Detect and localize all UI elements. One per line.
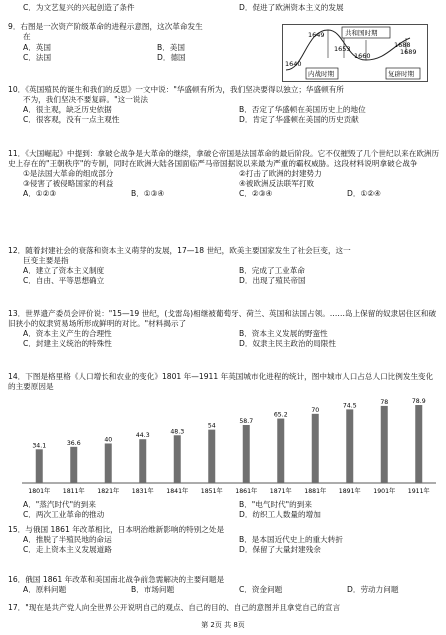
q10-option-d[interactable]: D．肯定了华盛顿在美国的历史贡献 bbox=[239, 115, 359, 125]
period-republic: 共和国时期 bbox=[345, 29, 378, 37]
bar-1801年 bbox=[36, 449, 43, 483]
q9-option-d[interactable]: D．德国 bbox=[157, 53, 186, 63]
bar-1811年 bbox=[70, 447, 77, 483]
bar-1851年 bbox=[208, 430, 215, 483]
question-12 bbox=[8, 246, 440, 286]
q8-option-c[interactable]: C．为文艺复兴的兴起创造了条件 bbox=[23, 3, 135, 12]
data-label-1821年: 40 bbox=[104, 436, 113, 444]
period-restoration: 复辟时期 bbox=[388, 70, 414, 78]
year-1649: 1649 bbox=[308, 31, 325, 39]
q12-option-a[interactable]: A．建立了资本主义制度 bbox=[23, 266, 105, 276]
q9-stem: 9．右图是一次资产阶级革命的进程示意图，这次革命发生 bbox=[8, 22, 203, 31]
data-label-1861年: 58.7 bbox=[239, 417, 254, 425]
q13-option-d[interactable]: D．奴隶主民主政治的局限性 bbox=[239, 339, 336, 349]
q15-option-a[interactable]: A．推脱了半殖民地的命运 bbox=[23, 535, 112, 545]
question-13 bbox=[8, 309, 440, 349]
urbanization-chart bbox=[8, 395, 440, 498]
q16-stem: 16．俄国 1861 年改革和美国南北战争前急需解决的主要问题是 bbox=[8, 575, 225, 584]
question-11 bbox=[8, 149, 440, 199]
q10-stem-cont: 不为，我们坚决不要复辟。"这一说法 bbox=[23, 95, 148, 105]
bar-1841年 bbox=[174, 435, 181, 483]
q12-option-c[interactable]: C．自由、平等思想确立 bbox=[23, 276, 105, 286]
year-1640: 1640 bbox=[285, 60, 302, 68]
q13-option-c[interactable]: C．封建主义统治的特殊性 bbox=[23, 339, 112, 349]
q9-option-c[interactable]: C．法国 bbox=[23, 53, 52, 63]
q9-option-b[interactable]: B．美国 bbox=[157, 43, 185, 53]
data-label-1911年: 78.9 bbox=[411, 398, 426, 406]
q11-option-a[interactable]: A．①②③ bbox=[23, 189, 57, 199]
question-14-options bbox=[8, 500, 440, 520]
year-1653: 1653 bbox=[334, 45, 351, 53]
q11-item-4: ④被欧洲反法联军打败 bbox=[239, 179, 315, 189]
data-label-1831年: 44.3 bbox=[135, 432, 150, 440]
q10-option-c[interactable]: C．很客观，没有一点主观性 bbox=[23, 115, 120, 125]
q13-option-b[interactable]: B．资本主义发展的野蛮性 bbox=[239, 329, 328, 339]
tick-label-1841年: 1841年 bbox=[166, 488, 189, 495]
q10-stem: 10．《英国殖民的诞生和我们的反思》一文中说："华盛顿有所为，我们坚决要得以独立；华盛顿有所 bbox=[8, 85, 344, 94]
q11-option-d[interactable]: D．①②④ bbox=[347, 189, 381, 199]
bar-1901年 bbox=[381, 406, 388, 483]
q11-option-b[interactable]: B．①③④ bbox=[131, 189, 165, 199]
q15-stem: 15．与俄国 1861 年改革相比，日本明治维新影响的特别之处是 bbox=[8, 525, 225, 534]
q9-option-a[interactable]: A．英国 bbox=[23, 43, 51, 53]
page-footer: 第 2页 共 8页 bbox=[201, 621, 245, 629]
data-label-1881年: 70 bbox=[311, 406, 320, 414]
tick-label-1901年: 1901年 bbox=[373, 488, 396, 495]
q12-stem: 12．随着封建社会的衰落和资本主义萌芽的发展，17—18 世纪，欧美主要国家发生了社会巨变，这一 bbox=[8, 246, 351, 255]
question-15 bbox=[8, 525, 440, 555]
q14-option-a[interactable]: A．"蒸汽时代"的到来 bbox=[23, 500, 96, 509]
question-17 bbox=[8, 603, 440, 613]
q12-option-b[interactable]: B．完成了工业革命 bbox=[239, 266, 305, 276]
tick-label-1831年: 1831年 bbox=[131, 488, 154, 495]
bar-1911年 bbox=[415, 405, 422, 483]
q14-option-c[interactable]: C．两次工业革命的推动 bbox=[23, 510, 105, 520]
q16-option-c[interactable]: C．资金问题 bbox=[239, 585, 283, 595]
q14-stem: 14．下图是格里格《人口增长和农业的变化》1801 年—1911 年英国城市化进程的统计，图中城市人口占总人口比例发生变化的主要原因是 bbox=[8, 372, 434, 392]
tick-label-1801年: 1801年 bbox=[28, 488, 51, 495]
q15-option-d[interactable]: D．保留了大量封建残余 bbox=[239, 545, 321, 555]
q8-option-d[interactable]: D．促进了欧洲资本主义的发展 bbox=[239, 3, 344, 12]
q17-stem: 17．"现在是共产党人向全世界公开说明自己的观点、自己的目的、自己的意图并且拿党自己的宣言 bbox=[8, 603, 341, 612]
q14-option-b[interactable]: B．"电气时代"的到来 bbox=[239, 500, 312, 509]
period-civil-war: 内战时期 bbox=[308, 70, 334, 78]
year-1660: 1660 bbox=[354, 52, 371, 60]
data-label-1811年: 36.6 bbox=[66, 439, 81, 447]
tick-label-1871年: 1871年 bbox=[269, 488, 292, 495]
q16-option-a[interactable]: A．原料问题 bbox=[23, 585, 67, 595]
question-14 bbox=[8, 372, 440, 392]
bar-1891年 bbox=[346, 409, 353, 483]
q12-stem-cont: 巨变主要是指 bbox=[23, 256, 69, 266]
question-8-tail bbox=[8, 3, 440, 13]
data-label-1851年: 54 bbox=[207, 422, 216, 430]
revolution-process-diagram bbox=[282, 24, 428, 82]
tick-label-1811年: 1811年 bbox=[62, 488, 85, 495]
year-1688: 1688 bbox=[394, 41, 411, 49]
q11-item-1: ①是法国大革命的组成部分 bbox=[23, 169, 114, 179]
data-label-1871年: 65.2 bbox=[273, 411, 288, 419]
q16-option-d[interactable]: D．劳动力问题 bbox=[347, 585, 399, 595]
data-label-1841年: 48.3 bbox=[170, 428, 185, 436]
bar-1821年 bbox=[105, 443, 112, 483]
bar-1881年 bbox=[312, 414, 319, 483]
question-9 bbox=[8, 22, 276, 63]
q12-option-d[interactable]: D．出现了殖民帝国 bbox=[239, 276, 306, 286]
q15-option-b[interactable]: B．是本国近代史上的重大转折 bbox=[239, 535, 343, 545]
q11-option-c[interactable]: C．②③④ bbox=[239, 189, 273, 199]
q10-option-b[interactable]: B．否定了华盛顿在美国历史上的地位 bbox=[239, 105, 366, 115]
q10-option-a[interactable]: A．很主观，缺乏历史依据 bbox=[23, 105, 112, 115]
q14-option-d[interactable]: D．纺织工人数量的增加 bbox=[239, 510, 321, 520]
bar-1871年 bbox=[277, 419, 284, 483]
q13-stem: 13．世界遗产委员会评价说："15—19 世纪，(戈雷岛)相继被葡萄牙、荷兰、英国和法国占领。……岛上保留的奴隶居住区和破旧狭小的奴隶贸易场所形成鲜明的对比。"材料揭示了 bbox=[8, 309, 437, 329]
data-label-1891年: 74.5 bbox=[342, 402, 357, 410]
q16-option-b[interactable]: B．市场问题 bbox=[131, 585, 175, 595]
data-label-1901年: 78 bbox=[380, 398, 389, 406]
q13-option-a[interactable]: A．资本主义产生的合理性 bbox=[23, 329, 112, 339]
q9-stem-cont: 在 bbox=[23, 32, 31, 42]
bar-1831年 bbox=[139, 439, 146, 483]
q15-option-c[interactable]: C．走上资本主义发展道路 bbox=[23, 545, 112, 555]
q11-item-2: ②打击了欧洲的封建势力 bbox=[239, 169, 322, 179]
tick-label-1881年: 1881年 bbox=[304, 488, 327, 495]
question-16 bbox=[8, 575, 440, 595]
tick-label-1851年: 1851年 bbox=[200, 488, 223, 495]
q11-item-3: ③侵害了被侵略国家的利益 bbox=[23, 179, 114, 189]
bar-1861年 bbox=[243, 425, 250, 483]
tick-label-1891年: 1891年 bbox=[338, 488, 361, 495]
question-10 bbox=[8, 85, 440, 125]
data-label-1801年: 34.1 bbox=[32, 442, 47, 450]
tick-label-1911年: 1911年 bbox=[407, 488, 430, 495]
year-1689: 1689 bbox=[400, 48, 417, 56]
urbanization-bar-chart bbox=[8, 395, 440, 498]
q11-stem: 11．《大国崛起》中提到：拿破仑战争是大革命的继续，拿破仑帝国是法国革命的最后阶段。它不仅摧毁了几个世纪以来在欧洲历史上存在的"王朝秩序"的专制，同时在欧洲大陆各国面临严马帝国据说以来最为严重的霸权威胁。这段材料说明拿破仑战争 bbox=[8, 149, 440, 169]
tick-label-1861年: 1861年 bbox=[235, 488, 258, 495]
tick-label-1821年: 1821年 bbox=[97, 488, 120, 495]
